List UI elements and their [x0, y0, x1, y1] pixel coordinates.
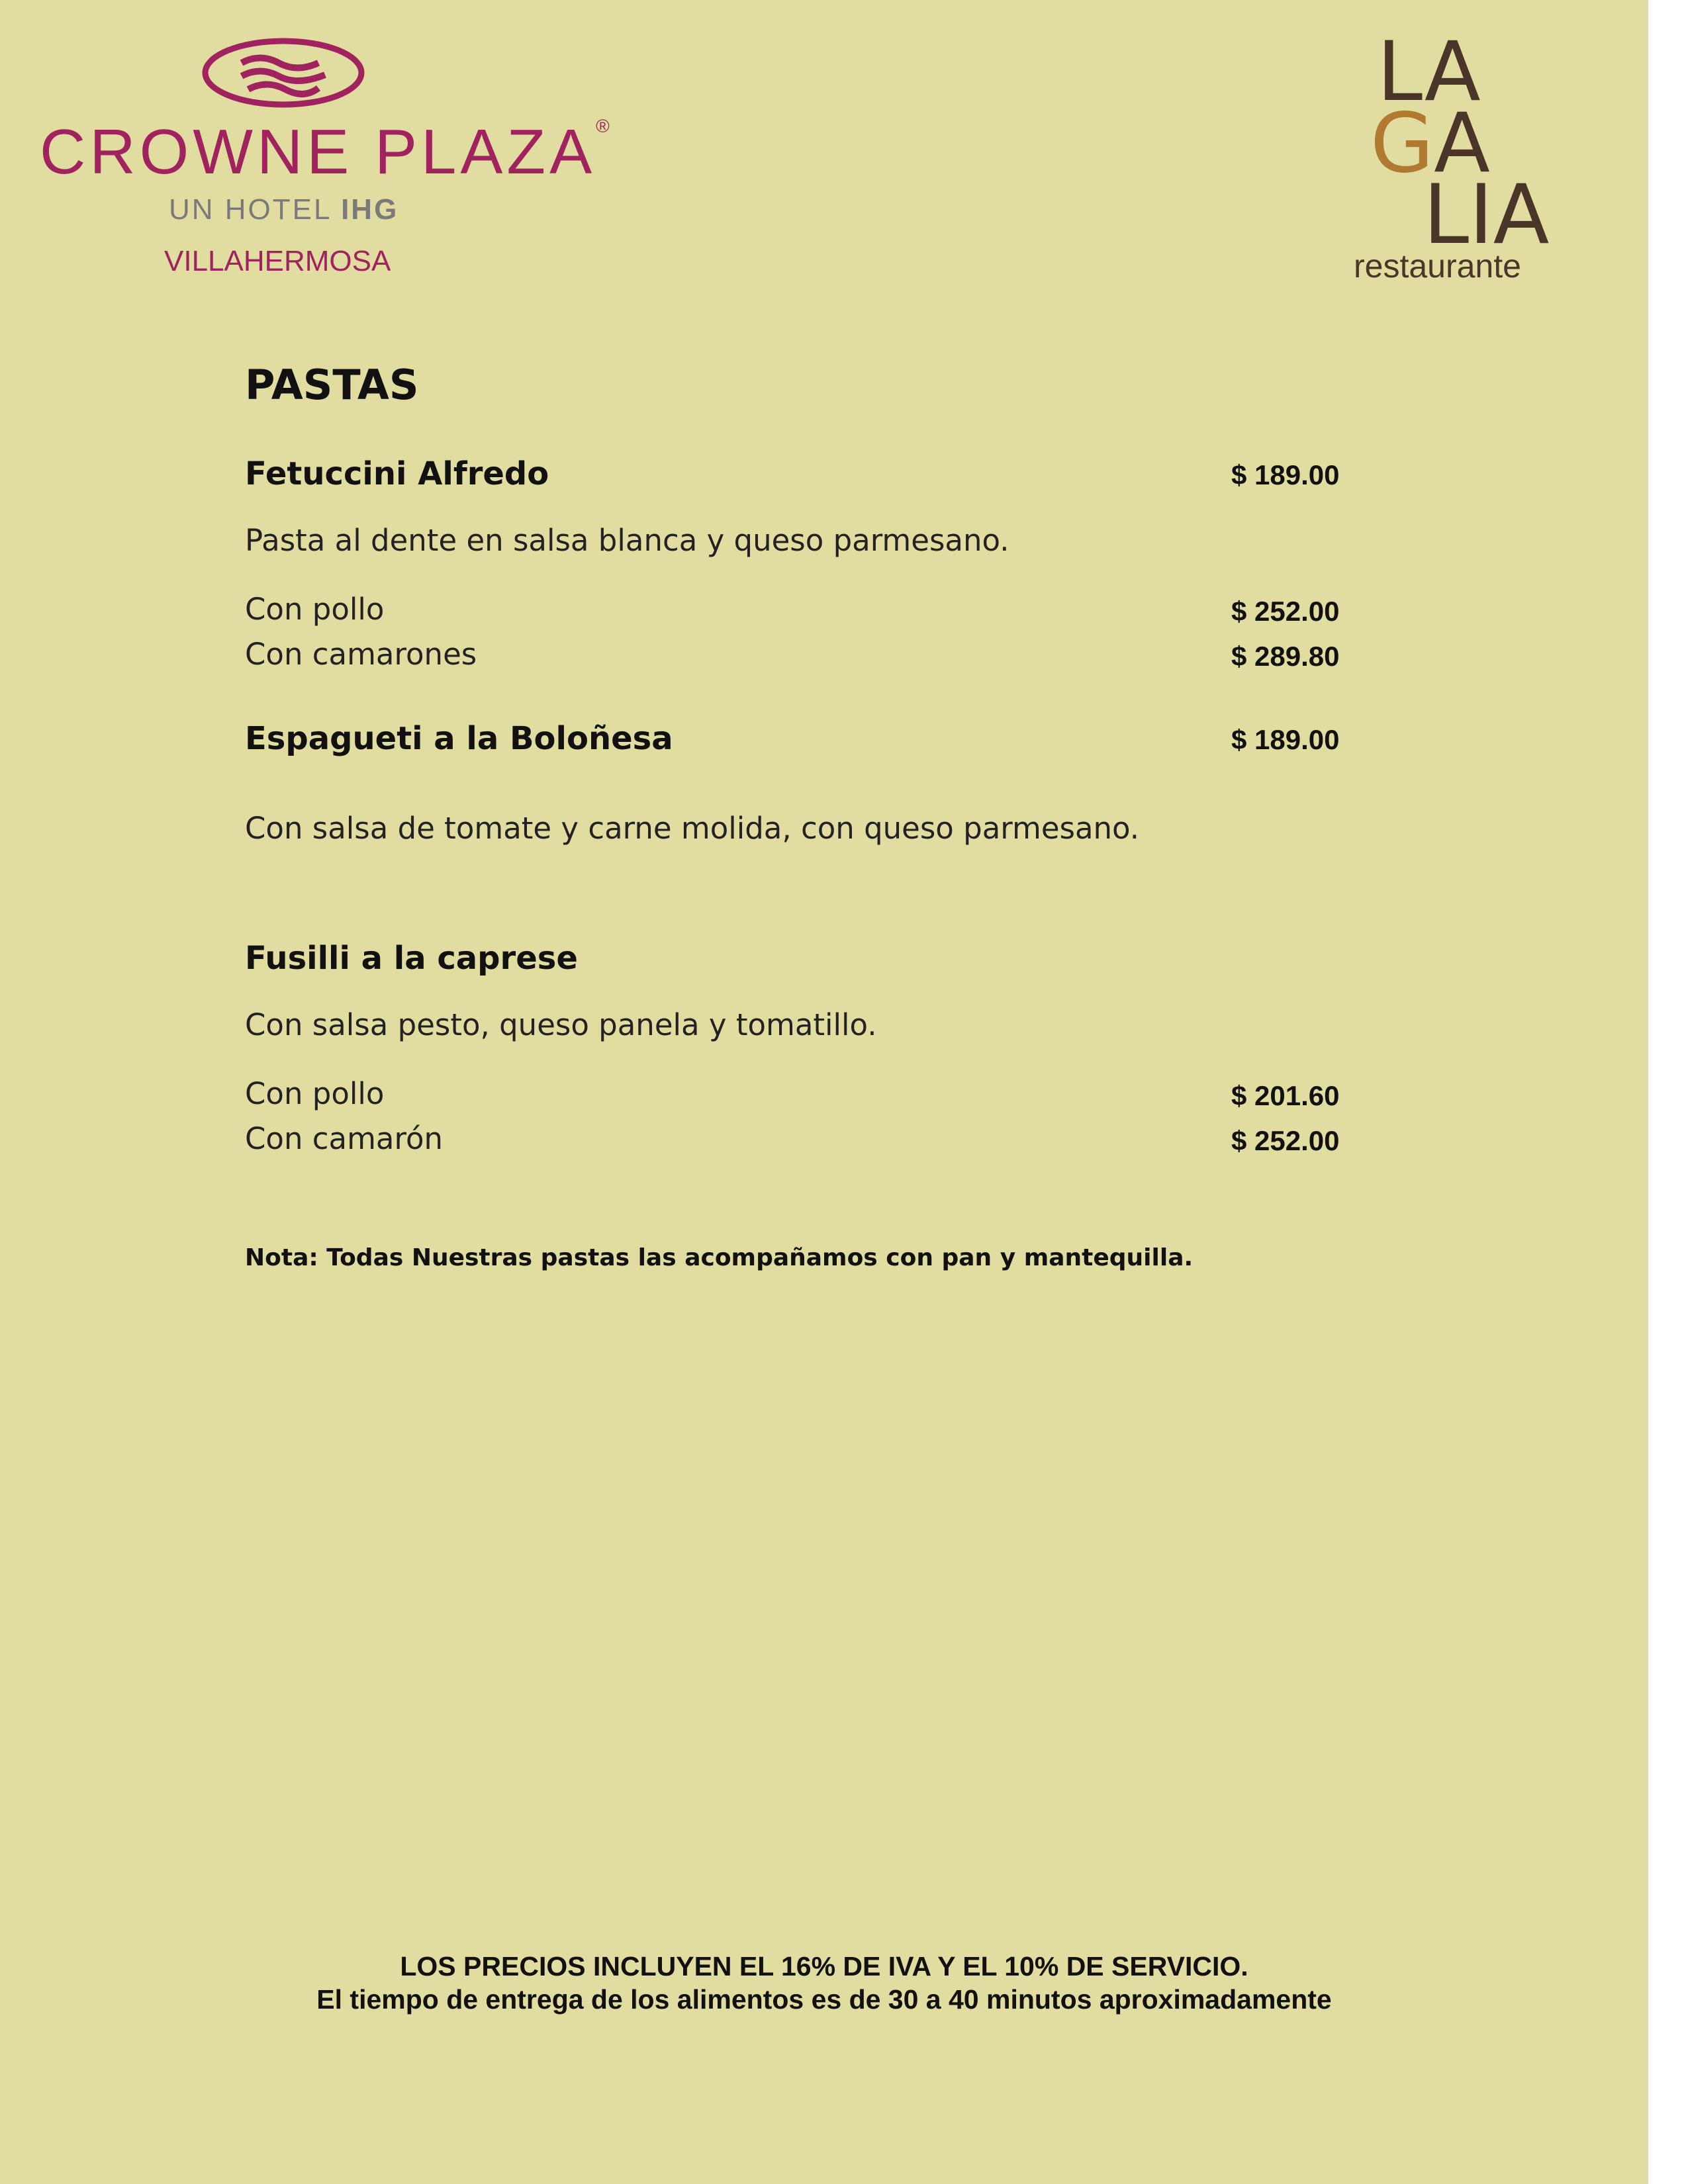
footer-delivery-note: El tiempo de entrega de los alimentos es de 30 a 40 minutos aproximadamente — [316, 1984, 1332, 2015]
dish-price-fetuccini: $ 189.00 — [1231, 459, 1340, 490]
la-galia-logo — [1344, 24, 1556, 295]
ihg-brand: IHG — [341, 193, 399, 226]
la-galia-word: restaurante — [1354, 248, 1521, 285]
option-price: $ 201.60 — [1231, 1080, 1340, 1111]
la-galia-line3: LIA — [1423, 167, 1550, 263]
option-price: $ 252.00 — [1231, 596, 1340, 627]
crowne-plaza-logo — [36, 36, 614, 288]
hotel-city: VILLAHERMOSA — [164, 245, 391, 277]
option-label: Con pollo — [245, 592, 385, 627]
dish-name-fusilli: Fusilli a la caprese — [245, 940, 578, 977]
dish-name-espagueti: Espagueti a la Boloñesa — [245, 720, 673, 757]
registered-mark: ® — [596, 116, 614, 136]
dish-name-fetuccini: Fetuccini Alfredo — [245, 455, 549, 492]
dish-description-fetuccini: Pasta al dente en salsa blanca y queso parmesano. — [245, 523, 1009, 558]
option-label: Con camarón — [245, 1121, 444, 1156]
dish-price-espagueti: $ 189.00 — [1231, 724, 1340, 755]
option-label: Con camarones — [245, 637, 477, 672]
dish-description-fusilli: Con salsa pesto, queso panela y tomatillo. — [245, 1007, 877, 1042]
dish-description-espagueti: Con salsa de tomate y carne molida, con queso parmesano. — [245, 811, 1140, 846]
option-price: $ 289.80 — [1231, 641, 1340, 672]
crowne-plaza-brand: CROWNE PLAZA — [40, 116, 596, 187]
la-galia-line1: LA — [1377, 24, 1481, 120]
option-label: Con pollo — [245, 1076, 385, 1111]
la-galia-line2: A — [1434, 96, 1490, 191]
la-galia-g-letter: G — [1370, 96, 1434, 191]
section-title: PASTAS — [245, 361, 419, 409]
crowne-plaza-emblem-icon — [201, 36, 366, 109]
footer-prices-note: LOS PRECIOS INCLUYEN EL 16% DE IVA Y EL 10% DE SERVICIO. — [400, 1951, 1248, 1981]
menu-note: Nota: Todas Nuestras pastas las acompañamos con pan y mantequilla. — [245, 1244, 1194, 1271]
hotel-subtitle-prefix: UN HOTEL — [169, 193, 331, 226]
option-price: $ 252.00 — [1231, 1125, 1340, 1156]
